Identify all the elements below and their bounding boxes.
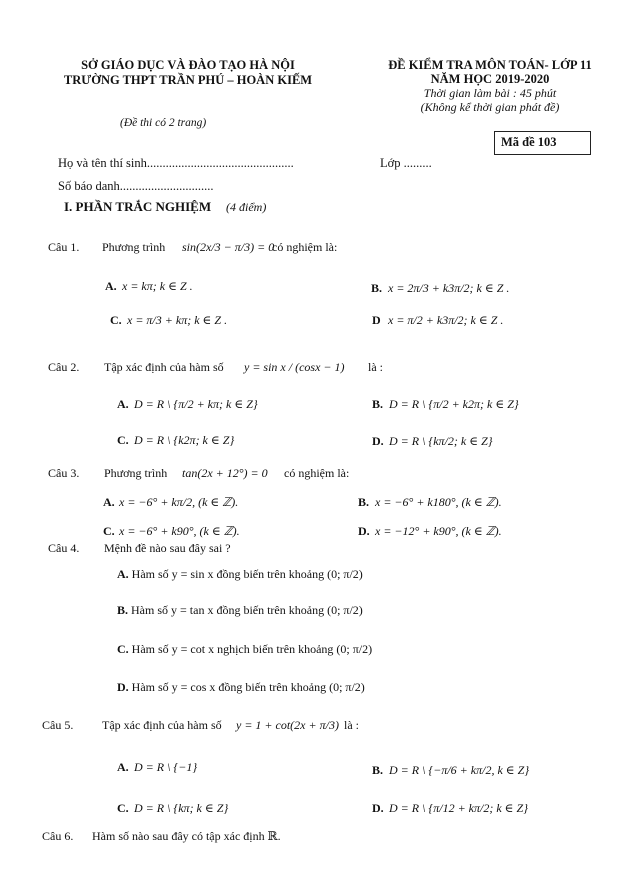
question-6-label: Câu 6.: [42, 829, 74, 843]
q2-option-c-text: D = R \ {k2π; k ∈ Z}: [134, 433, 235, 447]
q4-option-a-letter: A.: [117, 567, 129, 581]
question-1-stem-post: có nghiệm là:: [272, 240, 338, 254]
school-name: TRƯỜNG THPT TRẦN PHÚ – HOÀN KIẾM: [63, 73, 313, 87]
q4-option-a-text: Hàm số y = sin x đồng biến trên khoảng (0; π/2): [131, 567, 363, 581]
q4-option-b-text: Hàm số y = tan x đồng biến trên khoảng (0; π/2): [131, 603, 363, 617]
school-year: NĂM HỌC 2019-2020: [430, 72, 550, 86]
q5-option-a-letter: A.: [117, 760, 129, 774]
q3-option-a-letter: A.: [103, 495, 115, 509]
q2-option-a-text: D = R \ {π/2 + kπ; k ∈ Z}: [134, 397, 258, 411]
q2-option-b-text: D = R \ {π/2 + k2π; k ∈ Z}: [389, 397, 519, 411]
exam-duration-note: (Không kể thời gian phát đề): [420, 100, 560, 114]
q4-option-d-letter: D.: [117, 680, 129, 694]
q4-option-d-text: Hàm số y = cos x đồng biến trên khoảng (0; π/2): [131, 680, 365, 694]
question-4-label: Câu 4.: [48, 541, 80, 555]
question-5-label: Câu 5.: [42, 718, 74, 732]
exam-duration: Thời gian làm bài : 45 phút: [423, 86, 557, 100]
q3-option-b-text: x = −6° + k180°, (k ∈ ℤ).: [375, 495, 502, 509]
question-4-stem: Mệnh đề nào sau đây sai ?: [104, 541, 231, 555]
q1-option-d-letter: D: [372, 313, 381, 327]
question-2-label: Câu 2.: [48, 360, 80, 374]
q5-option-d-text: D = R \ {π/12 + kπ/2; k ∈ Z}: [389, 801, 529, 815]
question-5-formula: y = 1 + cot(2x + π/3): [236, 718, 339, 732]
student-id-line: Số báo danh..............................: [58, 179, 214, 193]
q3-option-c-text: x = −6° + k90°, (k ∈ ℤ).: [119, 524, 240, 538]
q5-option-a-text: D = R \ {−1}: [134, 760, 198, 774]
exam-code-box: Mã đề 103: [494, 131, 591, 155]
q1-option-b-text: x = 2π/3 + k3π/2; k ∈ Z .: [388, 281, 510, 295]
q4-option-c-text: Hàm số y = cot x nghịch biến trên khoảng (0; π/2): [131, 642, 373, 656]
q2-option-c-letter: C.: [117, 433, 129, 447]
q5-option-c-letter: C.: [117, 801, 129, 815]
q4-option-b-letter: B.: [117, 603, 129, 617]
section-points: (4 điểm): [226, 200, 267, 214]
q3-option-a-text: x = −6° + kπ/2, (k ∈ ℤ).: [119, 495, 239, 509]
q5-option-d-letter: D.: [372, 801, 384, 815]
q3-option-d-text: x = −12° + k90°, (k ∈ ℤ).: [375, 524, 502, 538]
page-count-note: (Đề thi có 2 trang): [120, 117, 207, 129]
q1-option-a-letter: A.: [105, 279, 117, 293]
question-3-stem-pre: Phương trình: [104, 466, 168, 480]
exam-title: ĐỀ KIỂM TRA MÔN TOÁN- LỚP 11: [388, 58, 592, 72]
q1-option-c-text: x = π/3 + kπ; k ∈ Z .: [127, 313, 228, 327]
question-3-label: Câu 3.: [48, 466, 80, 480]
question-3-stem-post: có nghiệm là:: [284, 466, 350, 480]
q3-option-c-letter: C.: [103, 524, 115, 538]
q2-option-b-letter: B.: [372, 397, 384, 411]
q5-option-c-text: D = R \ {kπ; k ∈ Z}: [134, 801, 229, 815]
question-2-stem-pre: Tập xác định của hàm số: [104, 360, 224, 374]
q4-option-a: [117, 567, 363, 582]
question-2-stem-post: là :: [368, 360, 383, 374]
q5-option-b-letter: B.: [372, 763, 384, 777]
student-name-line: Họ và tên thí sinh...............................................: [58, 156, 294, 170]
school-department: SỞ GIÁO DỤC VÀ ĐÀO TẠO HÀ NỘI: [81, 58, 295, 72]
question-5-stem-pre: Tập xác định của hàm số: [102, 718, 222, 732]
q3-option-d-letter: D.: [358, 524, 370, 538]
q1-option-b-letter: B.: [371, 281, 383, 295]
q2-option-a-letter: A.: [117, 397, 129, 411]
q2-option-d-text: D = R \ {kπ/2; k ∈ Z}: [389, 434, 493, 448]
question-1-formula: sin(2x/3 − π/3) = 0: [182, 240, 275, 254]
question-3-formula: tan(2x + 12°) = 0: [182, 466, 268, 480]
q1-option-d-text: x = π/2 + k3π/2; k ∈ Z .: [388, 313, 504, 327]
q4-option-c-letter: C.: [117, 642, 129, 656]
q4-option-d: [117, 680, 365, 695]
q1-option-c-letter: C.: [110, 313, 122, 327]
question-1-stem-pre: Phương trình: [102, 240, 166, 254]
question-2-formula: y = sin x / (cosx − 1): [244, 360, 345, 374]
q4-option-b: [117, 603, 363, 618]
section-title: I. PHẦN TRẮC NGHIỆM: [64, 199, 212, 214]
question-1-label: Câu 1.: [48, 240, 80, 254]
q5-option-b-text: D = R \ {−π/6 + kπ/2, k ∈ Z}: [389, 763, 530, 777]
q2-option-d-letter: D.: [372, 434, 384, 448]
q1-option-a-text: x = kπ; k ∈ Z .: [122, 279, 193, 293]
question-5-stem-post: là :: [344, 718, 359, 732]
q4-option-c: [117, 642, 372, 657]
question-6-stem: Hàm số nào sau đây có tập xác định ℝ.: [92, 829, 281, 843]
student-class-line: Lớp .........: [380, 156, 432, 170]
q3-option-b-letter: B.: [358, 495, 370, 509]
